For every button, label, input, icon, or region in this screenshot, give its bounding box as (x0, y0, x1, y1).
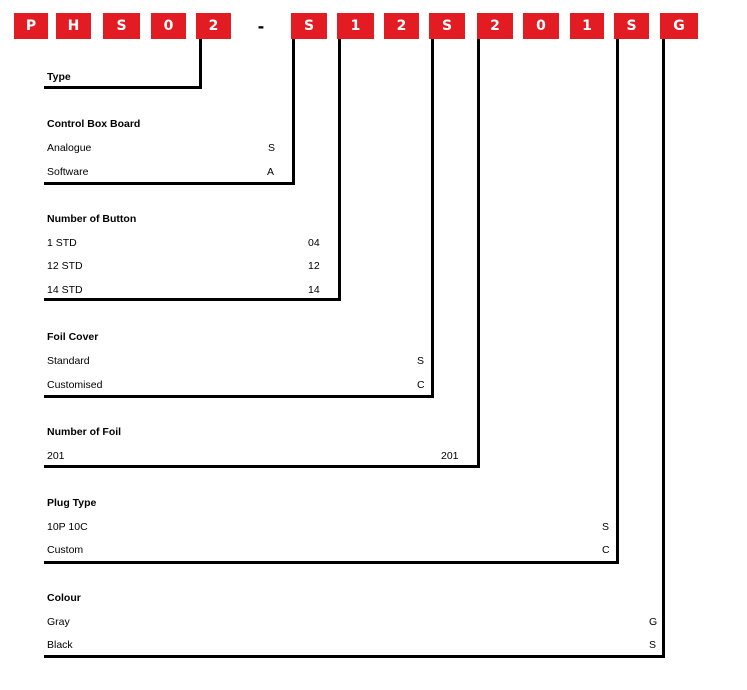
option-label: Gray (47, 616, 70, 628)
underline-foil-number (44, 465, 480, 468)
option-label: Custom (47, 544, 84, 556)
section-title-foil-number: Number of Foil (47, 426, 122, 438)
section-title-control-box: Control Box Board (47, 118, 141, 130)
option-label: 201 (47, 450, 65, 462)
option-label: Analogue (47, 142, 92, 154)
code-box-4: 0 (151, 13, 186, 39)
option-code: C (417, 379, 425, 391)
option-code: G (649, 616, 658, 628)
option-label: 14 STD (47, 284, 83, 296)
code-separator: - (257, 16, 265, 36)
section-title-plug: Plug Type (47, 497, 97, 509)
connector-foil-number-vertical (477, 39, 480, 468)
code-box-2: H (56, 13, 91, 39)
connector-button-vertical (338, 39, 341, 301)
connector-colour-vertical (662, 39, 665, 658)
section-title-button: Number of Button (47, 213, 137, 225)
code-box-9: S (429, 13, 465, 39)
option-label: Customised (47, 379, 103, 391)
underline-control-box (44, 182, 295, 185)
code-box-10: 2 (477, 13, 513, 39)
underline-type (44, 86, 202, 89)
underline-foil-cover (44, 395, 434, 398)
code-box-14: G (660, 13, 698, 39)
option-code: 12 (308, 260, 320, 272)
section-title-type: Type (47, 71, 71, 83)
option-label: 1 STD (47, 237, 77, 249)
option-label: Black (47, 639, 73, 651)
code-box-11: 0 (523, 13, 559, 39)
option-code: S (649, 639, 657, 651)
section-title-foil-cover: Foil Cover (47, 331, 99, 343)
underline-button (44, 298, 341, 301)
underline-plug (44, 561, 619, 564)
option-code: A (267, 166, 275, 178)
code-box-7: 1 (337, 13, 374, 39)
code-box-3: S (103, 13, 140, 39)
option-label: 10P 10C (47, 521, 88, 533)
section-title-colour: Colour (47, 592, 81, 604)
connector-foil-cover-vertical (431, 39, 434, 398)
code-box-5: 2 (196, 13, 231, 39)
option-label: 12 STD (47, 260, 83, 272)
connector-plug-vertical (616, 39, 619, 564)
code-box-13: S (614, 13, 649, 39)
code-box-6: S (291, 13, 327, 39)
connector-type-vertical (199, 39, 202, 89)
option-code: 04 (308, 237, 320, 249)
code-box-12: 1 (570, 13, 604, 39)
option-code: S (268, 142, 276, 154)
option-code: 14 (308, 284, 320, 296)
option-label: Software (47, 166, 89, 178)
option-code: C (602, 544, 610, 556)
underline-colour (44, 655, 665, 658)
code-box-1: P (14, 13, 48, 39)
option-code: S (417, 355, 425, 367)
option-label: Standard (47, 355, 90, 367)
connector-control-box-vertical (292, 39, 295, 185)
option-code: 201 (441, 450, 459, 462)
code-box-8: 2 (384, 13, 419, 39)
option-code: S (602, 521, 610, 533)
